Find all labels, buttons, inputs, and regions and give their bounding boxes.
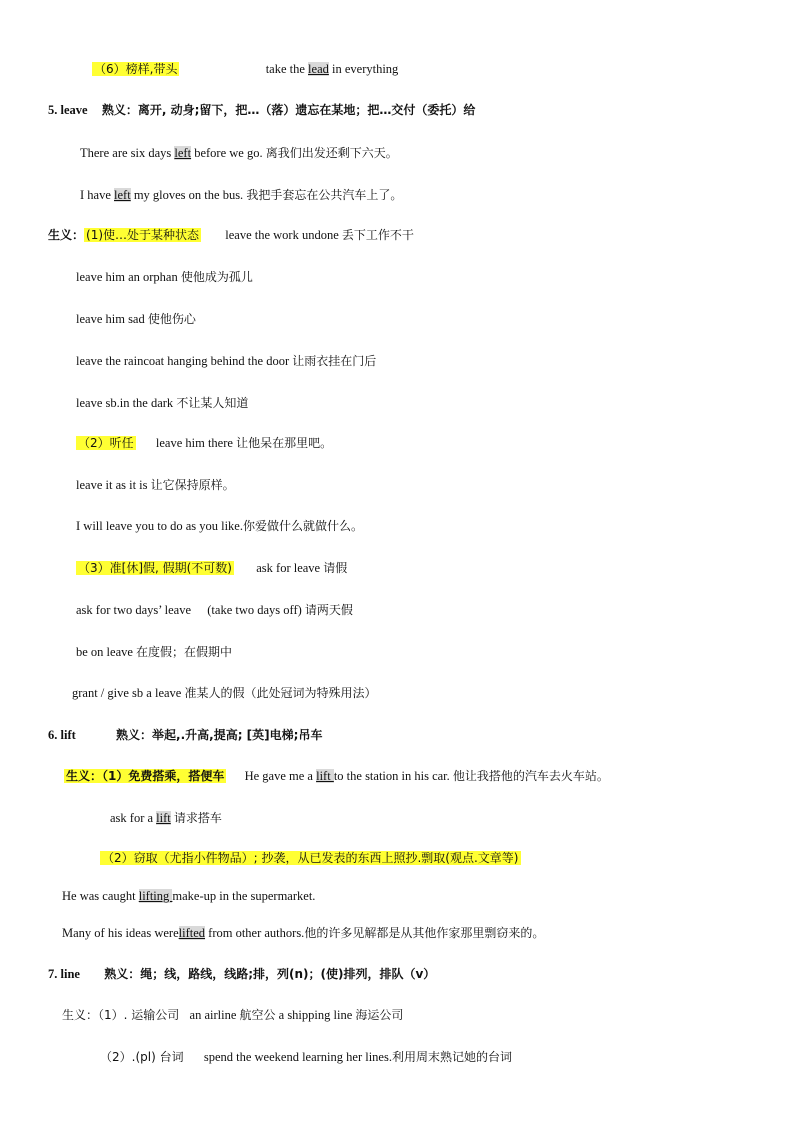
line-sense-2: （2）.(pl) 台词 xyxy=(100,1050,184,1064)
leave-ex2-zh: 我把手套忘在公共汽车上了。 xyxy=(246,188,403,202)
leave-example-dark xyxy=(76,394,248,412)
leave-example-on-leave xyxy=(76,643,232,661)
leave-e2-zh: 使他伤心 xyxy=(147,312,196,326)
line-sense-1: 生义：（1）. 运输公司 xyxy=(62,1008,180,1022)
leave-example-orphan xyxy=(76,268,253,286)
leave-e8-zh: 在度假；在假期中 xyxy=(136,645,233,659)
lift-e3-zh: 他的许多见解都是从其他作家那里剽窃来的。 xyxy=(304,926,545,940)
leave-e7: ask for two days’ leave xyxy=(76,603,192,617)
leave-ex1-keyword: left xyxy=(174,146,192,160)
leave-e5-zh: 让它保持原样。 xyxy=(150,478,235,492)
leave-sense-2-line xyxy=(76,434,332,452)
leave-example-two-days xyxy=(76,601,353,619)
leave-heading-definition: 熟义：离开, 动身;留下，把…（落）遗忘在某地；把…交付（委托）给 xyxy=(101,103,476,117)
leave-e5: leave it as it is xyxy=(76,478,148,492)
leave-example-2 xyxy=(80,186,402,204)
leave-sheng-label: 生义： xyxy=(48,228,85,242)
leave-sense-1-example-zh: 丢下工作不干 xyxy=(341,228,414,242)
lift-e1-zh: 请求搭车 xyxy=(173,811,222,825)
lift-e1-keyword: lift xyxy=(156,811,171,825)
lift-sense-2: （2）窃取（尤指小件物品）; 抄袭，从已发表的东西上照抄.剽取(观点.文章等) xyxy=(102,851,519,865)
line-sense-2-line xyxy=(100,1048,512,1066)
line-s1-ex2-zh: 海运公司 xyxy=(355,1008,404,1022)
line-s1-ex1-zh: 航空公 xyxy=(239,1008,276,1022)
leave-e1-zh: 使他成为孤儿 xyxy=(180,270,253,284)
line-heading-definition: 熟义：绳；线，路线，线路;排，列(n)；(使)排列，排队（v） xyxy=(104,967,436,981)
leave-sense-1-line xyxy=(48,226,414,244)
leave-heading-word: 5. leave xyxy=(48,103,88,117)
lift-e3-keyword: lifted xyxy=(178,926,206,940)
leave-sense-2-example-zh: 让他呆在那里吧。 xyxy=(236,436,333,450)
leave-sense-1-example: leave the work undone xyxy=(225,228,339,242)
lift-e3-post: from other authors. xyxy=(205,926,305,940)
lift-e2-pre: He was caught xyxy=(62,889,139,903)
leave-ex1-post: before we go. xyxy=(191,146,263,160)
leave-example-sad xyxy=(76,310,196,328)
lift-example-ideas xyxy=(62,924,544,942)
lift-s1-ex-post: to the station in his car. xyxy=(333,769,450,783)
lead-example-pre: take the xyxy=(265,62,309,76)
leave-e4: leave sb.in the dark xyxy=(76,396,174,410)
leave-sense-1: (1)使…处于某种状态 xyxy=(86,228,200,242)
leave-e6: I will leave you to do as you like. xyxy=(76,519,243,533)
leave-heading xyxy=(48,101,475,119)
lift-heading-definition: 熟义：举起,.升高,提高; [英]电梯;吊车 xyxy=(116,728,323,742)
lift-e3-pre: Many of his ideas were xyxy=(62,926,179,940)
leave-example-as-you-like xyxy=(76,517,363,535)
lift-example-caught xyxy=(62,887,315,905)
lead-sense-highlight: （6）榜样,带头 xyxy=(94,62,178,76)
leave-e2: leave him sad xyxy=(76,312,145,326)
lift-sense-1: 生义：（1）免费搭乘，搭便车 xyxy=(66,769,225,783)
lift-s1-keyword: lift xyxy=(316,769,334,783)
leave-e7-zh: 请两天假 xyxy=(304,603,353,617)
leave-ex1-pre: There are six days xyxy=(80,146,175,160)
leave-ex2-pre: I have xyxy=(80,188,115,202)
line-sense-1-line xyxy=(62,1006,403,1024)
line-heading xyxy=(48,965,435,983)
line-heading-word: 7. line xyxy=(48,967,80,981)
leave-sense-2-example: leave him there xyxy=(155,436,233,450)
leave-e4-zh: 不让某人知道 xyxy=(176,396,249,410)
line-s1-ex1: an airline xyxy=(189,1008,237,1022)
leave-sense-3: （3）准[休]假, 假期(不可数) xyxy=(78,561,232,575)
lift-heading xyxy=(48,726,322,744)
leave-example-1 xyxy=(80,144,398,162)
leave-e3: leave the raincoat hanging behind the door xyxy=(76,354,290,368)
lead-example-post: in everything xyxy=(328,62,399,76)
leave-e3-zh: 让雨衣挂在门后 xyxy=(292,354,377,368)
leave-example-grant xyxy=(72,684,376,702)
lift-example-ask xyxy=(110,809,222,827)
lift-heading-word: 6. lift xyxy=(48,728,76,742)
line-s2-example-zh: 利用周末熟记她的台词 xyxy=(391,1050,512,1064)
leave-e7-paren: (take two days off) xyxy=(207,603,302,617)
lift-sense-2-line xyxy=(100,849,521,867)
leave-sense-3-line xyxy=(76,559,347,577)
leave-e9: grant / give sb a leave xyxy=(72,686,182,700)
lead-keyword: lead xyxy=(308,62,329,76)
lift-e2-keyword: lifting xyxy=(138,889,173,903)
leave-ex2-post: my gloves on the bus. xyxy=(130,188,244,202)
leave-sense-3-example-zh: 请假 xyxy=(323,561,348,575)
line-s1-ex2: a shipping line xyxy=(278,1008,353,1022)
leave-e6-zh: 你爱做什么就做什么。 xyxy=(242,519,363,533)
lead-sense-line xyxy=(92,60,398,78)
lift-e1-pre: ask for a xyxy=(110,811,157,825)
leave-ex1-zh: 离我们出发还剩下六天。 xyxy=(265,146,398,160)
leave-example-as-is xyxy=(76,476,235,494)
leave-e9-zh: 准某人的假（此处冠词为特殊用法） xyxy=(184,686,377,700)
leave-ex2-keyword: left xyxy=(114,188,131,202)
leave-example-raincoat xyxy=(76,352,376,370)
leave-e1: leave him an orphan xyxy=(76,270,178,284)
lift-s1-ex-pre: He gave me a xyxy=(244,769,317,783)
line-s2-example: spend the weekend learning her lines. xyxy=(203,1050,392,1064)
leave-sense-2: （2）听任 xyxy=(78,436,134,450)
lift-sense-1-line xyxy=(64,767,609,785)
lift-s1-ex-zh: 他让我搭他的汽车去火车站。 xyxy=(452,769,609,783)
leave-sense-3-example: ask for leave xyxy=(256,561,321,575)
lift-e2-post: make-up in the supermarket. xyxy=(172,889,316,903)
leave-e8: be on leave xyxy=(76,645,133,659)
